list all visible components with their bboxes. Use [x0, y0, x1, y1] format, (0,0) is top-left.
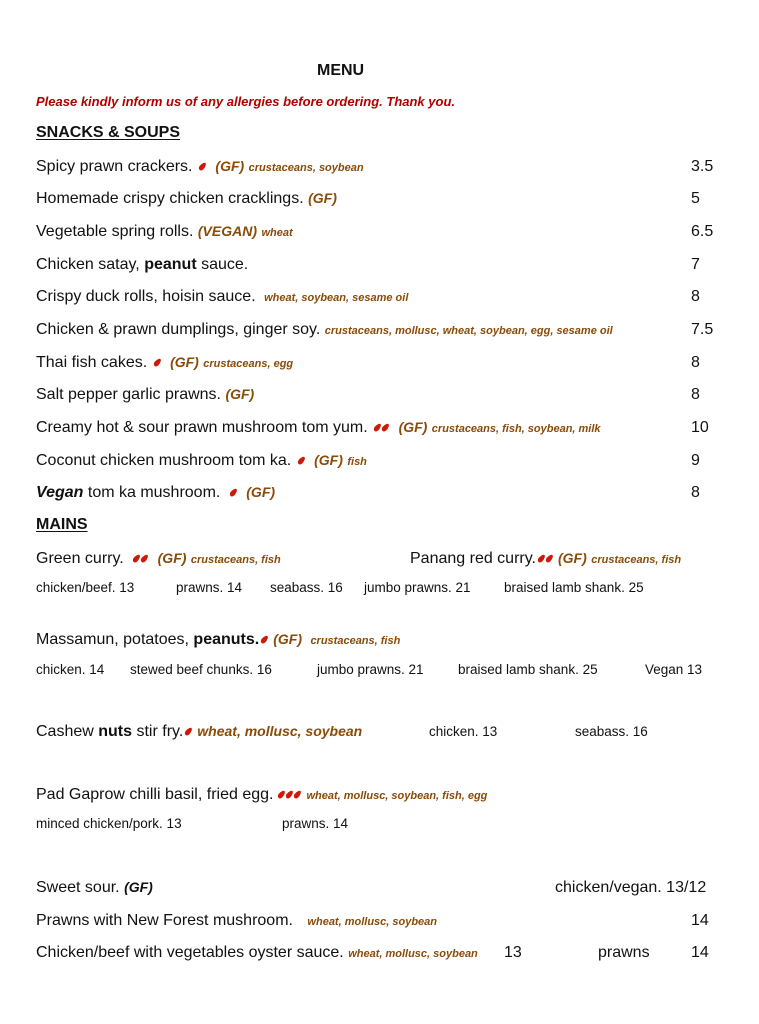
- allergens: crustaceans, fish: [190, 554, 281, 567]
- allergens: wheat, mollusc, soybean: [307, 916, 438, 928]
- option-price: chicken. 14: [36, 662, 105, 677]
- item-name-bold: peanuts.: [193, 631, 260, 649]
- item-price: 8: [691, 354, 700, 371]
- allergens: crustaceans, fish, soybean, milk: [431, 423, 601, 436]
- section-heading-mains: MAINS: [36, 516, 88, 533]
- item-name: Chicken & prawn dumplings, ginger soy.: [36, 321, 321, 338]
- chili-icon: [231, 484, 239, 502]
- item-price: 8: [691, 386, 700, 403]
- option-price: braised lamb shank. 25: [458, 662, 598, 677]
- chili-icon: [200, 158, 208, 176]
- diet-tag: (GF): [398, 419, 428, 436]
- diet-tag: (GF): [124, 879, 153, 895]
- menu-item: [36, 158, 364, 176]
- item-price: 7: [691, 256, 700, 273]
- item-name-part: sauce.: [196, 256, 249, 273]
- menu-item: [36, 256, 248, 274]
- diet-tag: (GF): [308, 190, 337, 206]
- item-name-part: Cashew: [36, 723, 99, 741]
- chili-icon: [262, 631, 270, 649]
- item-price: 7.5: [691, 321, 714, 338]
- item-name: Pad Gaprow chilli basil, fried egg.: [36, 786, 274, 804]
- allergens: wheat: [261, 227, 293, 239]
- item-price: 13: [504, 944, 522, 961]
- item-price: 14: [691, 944, 709, 961]
- item-price: 3.5: [691, 158, 714, 175]
- allergy-notice: Please kindly inform us of any allergies before ordering. Thank you.: [36, 94, 455, 109]
- item-name: Salt pepper garlic prawns.: [36, 386, 221, 403]
- item-name: Coconut chicken mushroom tom ka.: [36, 452, 292, 470]
- option-price: seabass. 16: [575, 724, 648, 739]
- allergens: crustaceans, mollusc, wheat, soybean, egg, sesame oil: [324, 325, 613, 337]
- diet-tag: (GF): [170, 354, 199, 371]
- option-price: chicken/beef. 13: [36, 580, 135, 595]
- allergens: wheat, mollusc, soybean: [197, 723, 363, 740]
- chili-icon: [155, 354, 163, 372]
- menu-item: [36, 419, 601, 437]
- item-name-bold: nuts: [98, 723, 133, 741]
- item-name: Green curry.: [36, 550, 124, 568]
- allergens: wheat, soybean, sesame oil: [264, 292, 409, 304]
- diet-tag: (GF): [215, 158, 245, 175]
- item-name: Crispy duck rolls, hoisin sauce.: [36, 288, 256, 305]
- item-name: Chicken/beef with vegetables oyster sauce.: [36, 944, 344, 961]
- menu-item-panang-curry: [410, 550, 681, 568]
- option-price: jumbo prawns. 21: [364, 580, 471, 595]
- menu-item-massamun: [36, 631, 400, 649]
- item-name-part: Massamun, potatoes,: [36, 631, 194, 649]
- item-name-part: tom ka mushroom.: [83, 484, 221, 502]
- item-name-part: Chicken satay,: [36, 256, 145, 273]
- option-price: stewed beef chunks. 16: [130, 662, 272, 677]
- option-price: Vegan 13: [645, 662, 703, 677]
- menu-item: [36, 354, 293, 372]
- option-label: prawns: [598, 944, 650, 961]
- item-name: Homemade crispy chicken cracklings.: [36, 190, 304, 207]
- option-price: chicken. 13: [429, 724, 498, 739]
- menu-item: [36, 190, 337, 208]
- menu-item: [36, 321, 613, 339]
- item-name-part: stir fry.: [132, 723, 184, 741]
- menu-item-new-forest: [36, 912, 437, 930]
- allergens: crustaceans, fish: [591, 554, 682, 567]
- chili-icon: [375, 419, 391, 437]
- allergens: fish: [347, 456, 367, 469]
- menu-item-sweet-sour: [36, 879, 153, 897]
- item-name: Thai fish cakes.: [36, 354, 148, 372]
- item-price: 9: [691, 452, 700, 469]
- menu-item-green-curry: [36, 550, 281, 568]
- allergens: crustaceans, soybean: [248, 162, 364, 175]
- diet-tag: (VEGAN): [197, 223, 258, 239]
- option-price: prawns. 14: [282, 816, 349, 831]
- item-price: 8: [691, 288, 700, 305]
- diet-tag: (GF): [246, 484, 276, 501]
- diet-tag: (GF): [157, 550, 187, 567]
- item-name-bold: peanut: [144, 256, 197, 273]
- menu-item-oyster: [36, 944, 478, 962]
- item-price: 5: [691, 190, 700, 207]
- item-name-vegan: Vegan: [36, 484, 84, 502]
- allergens: crustaceans, fish: [310, 635, 401, 648]
- menu-item: [36, 452, 367, 470]
- item-name: Creamy hot & sour prawn mushroom tom yum.: [36, 419, 368, 437]
- chili-icon: [186, 723, 194, 741]
- allergens: wheat, mollusc, soybean, fish, egg: [306, 790, 488, 803]
- item-name: Sweet sour.: [36, 879, 120, 896]
- chili-icon: [299, 452, 307, 470]
- menu-item: [36, 223, 293, 241]
- allergens: crustaceans, egg: [203, 358, 294, 371]
- item-price: chicken/vegan. 13/12: [555, 879, 707, 896]
- item-price: 14: [691, 912, 709, 929]
- item-name: Prawns with New Forest mushroom.: [36, 912, 293, 929]
- diet-tag: (GF): [225, 386, 255, 402]
- page-title: MENU: [317, 62, 365, 79]
- option-price: braised lamb shank. 25: [504, 580, 644, 595]
- option-price: minced chicken/pork. 13: [36, 816, 182, 831]
- diet-tag: (GF): [273, 631, 302, 648]
- section-heading-snacks: SNACKS & SOUPS: [36, 124, 181, 141]
- menu-item: [36, 386, 254, 404]
- menu-item: [36, 484, 275, 502]
- chili-icon: [539, 550, 555, 568]
- option-price: prawns. 14: [176, 580, 243, 595]
- chili-icon: [134, 550, 150, 568]
- item-name: Vegetable spring rolls.: [36, 223, 194, 240]
- item-price: 8: [691, 484, 700, 501]
- item-price: 10: [691, 419, 709, 436]
- item-name: Panang red curry.: [410, 550, 536, 568]
- option-price: jumbo prawns. 21: [317, 662, 424, 677]
- menu-item-gaprow: [36, 786, 487, 804]
- chili-icon: [279, 786, 303, 804]
- menu-item: [36, 288, 408, 306]
- diet-tag: (GF): [558, 550, 587, 567]
- item-price: 6.5: [691, 223, 714, 240]
- allergens: wheat, mollusc, soybean: [348, 948, 478, 960]
- menu-item-cashew: [36, 723, 362, 741]
- diet-tag: (GF): [314, 452, 343, 469]
- item-name: Spicy prawn crackers.: [36, 158, 193, 176]
- option-price: seabass. 16: [270, 580, 343, 595]
